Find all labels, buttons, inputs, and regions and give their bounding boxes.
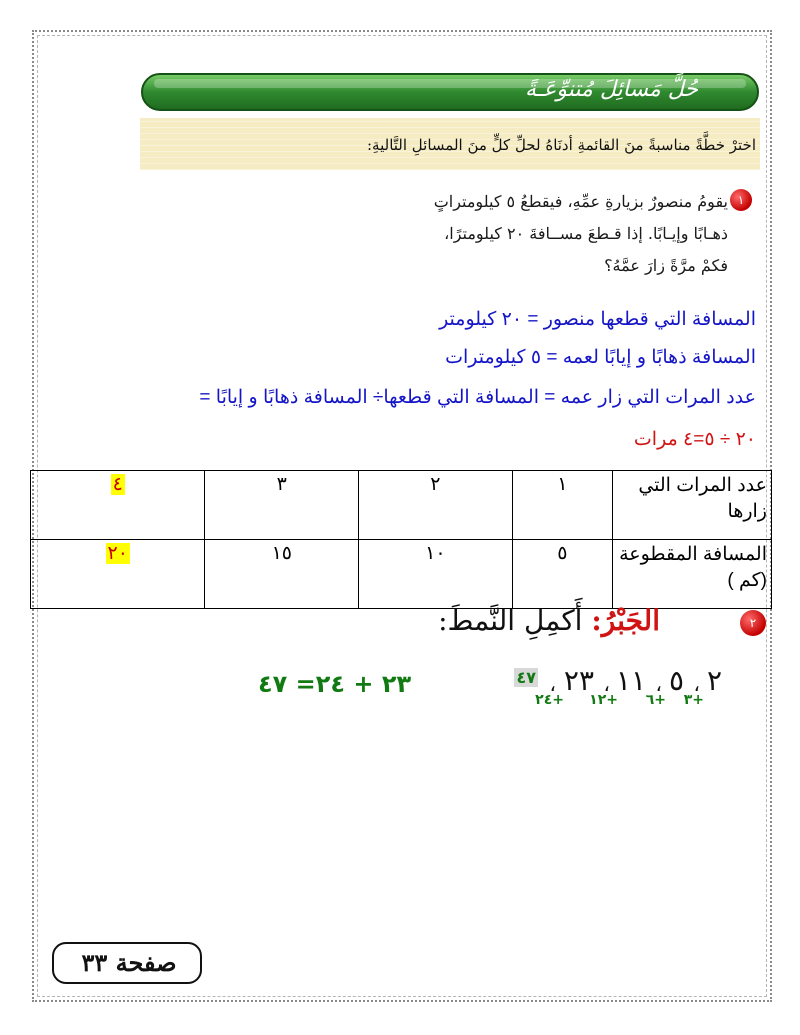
pattern-answer: ٤٧ (516, 668, 536, 687)
row-label-visits: عدد المرات التي زارها (613, 471, 772, 540)
problem-1-line: ذهـابًا وإيـابًا. إذا قـطعَ مســافةَ ٢٠ كيلومترًا، (444, 224, 728, 243)
table-cell: ١٠ (359, 540, 513, 609)
pattern-increment: +١٢ (589, 692, 618, 708)
pattern-comma: ، (655, 672, 662, 696)
pattern-increment: +٢٤ (535, 692, 564, 708)
highlighted-answer: ٢٠ (107, 543, 128, 564)
problem-2-heading (438, 604, 660, 637)
pattern-equation: ٢٣ + ٢٤= ٤٧ (258, 670, 412, 698)
problem-1-line: فكمْ مرَّةً زارَ عمَّهُ؟ (604, 256, 728, 275)
table-cell (31, 471, 205, 540)
pattern-number: ٢ (706, 664, 722, 697)
table-cell: ١٥ (205, 540, 359, 609)
table-row (31, 471, 772, 540)
solution-table (30, 470, 772, 609)
page-number: صفحة ٣٣ (81, 948, 177, 977)
table-row (31, 540, 772, 609)
table-cell: ٢ (359, 471, 513, 540)
pattern-increment: +٦ (645, 692, 666, 708)
pattern-number: ٢٣ (563, 664, 594, 697)
solution-line-1: المسافة التي قطعها منصور = ٢٠ كيلومتر (439, 309, 756, 330)
solution-line-3: عدد المرات التي زار عمه = المسافة التي قطعها÷ المسافة ذهابًا و إيابًا = (199, 387, 756, 408)
pattern-number: ٥ (668, 664, 684, 697)
pattern-comma: ، (603, 672, 610, 696)
problem-1-text (288, 186, 728, 282)
pattern-increment: +٣ (683, 692, 704, 708)
table-cell (31, 540, 205, 609)
table-cell: ٥ (512, 540, 612, 609)
table-cell: ١ (512, 471, 612, 540)
table-cell: ٣ (205, 471, 359, 540)
section-title-banner (140, 70, 760, 116)
highlighted-answer: ٤ (112, 474, 123, 495)
number-pattern (458, 664, 728, 724)
row-label-distance: المسافة المقطوعة (كم ) (613, 540, 772, 609)
section-title: حُلَّ مَسائِلَ مُتنوِّعَـةً (525, 77, 698, 102)
problem-1-number-badge: ١ (730, 189, 752, 211)
solution-answer: ٢٠ ÷ ٥=٤ مرات (633, 429, 756, 450)
instruction-text: اخترْ خطَّةً مناسبةً منَ القائمةِ أدنَاهُ لحلِّ كلٍّ منَ المسائلِ التَّاليةِ: (367, 136, 756, 154)
pattern-comma: ، (549, 672, 556, 696)
algebra-label: الجَبْرُ: (591, 604, 660, 637)
pattern-number: ١١ (615, 664, 646, 697)
pattern-comma: ، (693, 672, 700, 696)
problem-2-instruction: أَكمِلِ النَّمطَ: (438, 604, 583, 637)
problem-2-number-badge: ٢ (740, 610, 766, 636)
solution-line-2: المسافة ذهابًا و إيابًا لعمه = ٥ كيلومترات (445, 347, 756, 368)
problem-1-line: يقومُ منصورٌ بزيارةِ عمِّهِ، فيقطعُ ٥ كيلومتراتٍ (433, 192, 728, 211)
